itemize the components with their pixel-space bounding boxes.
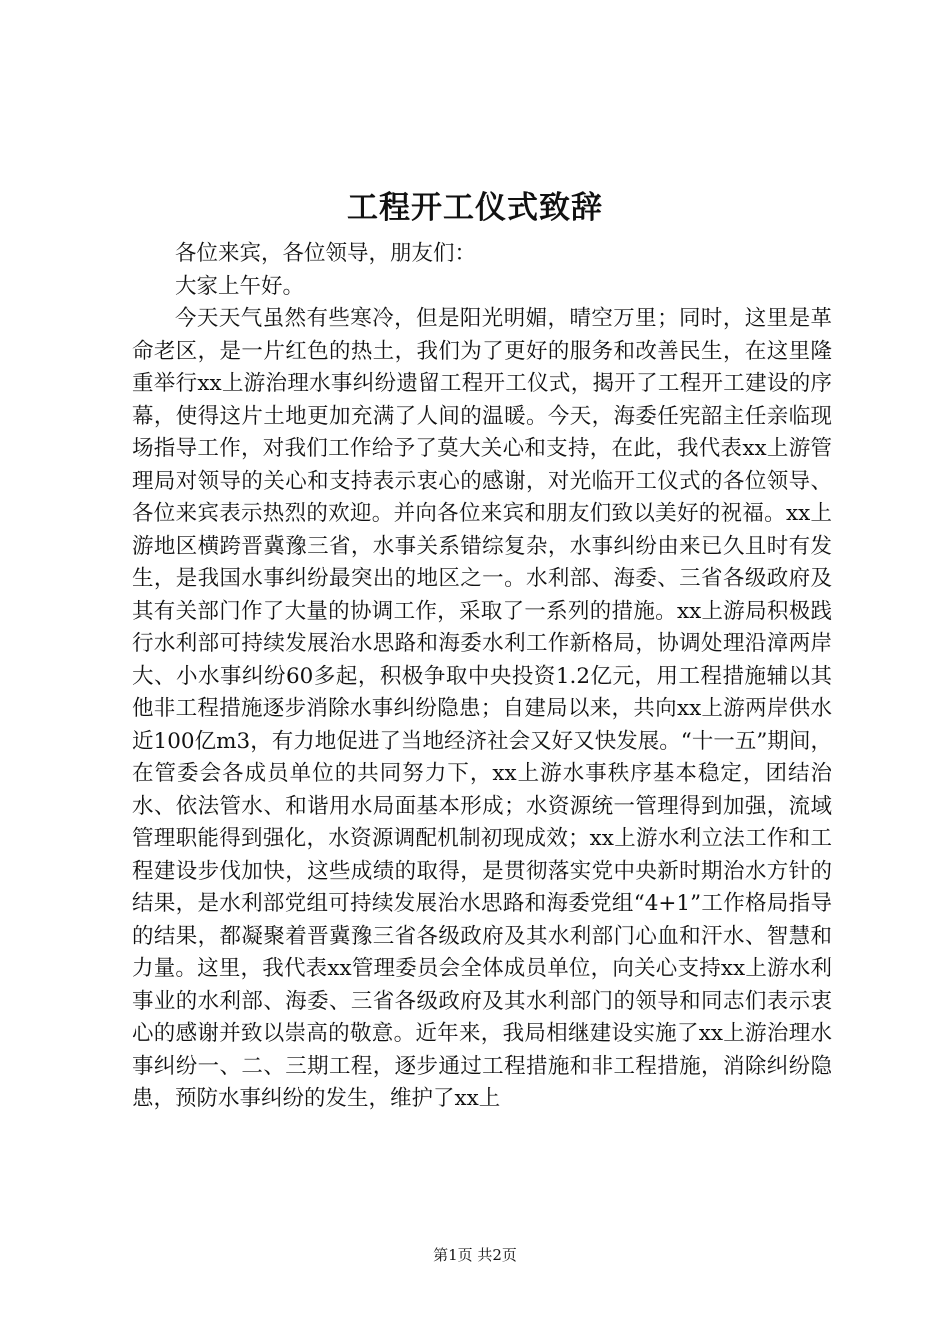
page-footer xyxy=(0,1245,950,1265)
page-number-label: 第1页 共2页 xyxy=(433,1246,517,1264)
document-title: 工程开工仪式致辞 xyxy=(347,190,603,226)
document-body xyxy=(132,238,832,1116)
paragraph-greeting: 大家上午好。 xyxy=(175,273,305,299)
paragraph-main: 今天天气虽然有些寒冷，但是阳光明媚，晴空万里；同时，这里是革命老区，是一片红色的热土，我们为了更好的服务和改善民生，在这里隆重举行xx上游治理水事纠纷遗留工程开工仪式，揭开了工程开工建设的序幕，使得这片土地更加充满了人间的温暖。今天，海委任宪韶主任亲临现场指导工作，对我们工作给予了莫大关心和支持，在此，我代表xx上游管理局对领导的关心和支持表示衷心的感谢，对光临开工仪式的各位领导、各位来宾表示热烈的欢迎。并向各位来宾和朋友们致以美好的祝福。xx上游地区横跨晋冀豫三省，水事关系错综复杂，水事纠纷由来已久且时有发生，是我国水事纠纷最突出的地区之一。水利部、海委、三省各级政府及其有关部门作了大量的协调工作，采取了一系列的措施。xx上游局积极践行水利部可持续发展治水思路和海委水利工作新格局，协调处理沿漳两岸大、小水事纠纷60多起，积极争取中央投资1.2亿元，用工程措施辅以其他非工程措施逐步消除水事纠纷隐患；自建局以来，共向xx上游两岸供水近100亿m3，有力地促进了当地经济社会又好又快发展。“十一五”期间，在管委会各成员单位的共同努力下，xx上游水事秩序基本稳定，团结治水、依法管水、和谐用水局面基本形成；水资源统一管理得到加强，流域管理职能得到强化，水资源调配机制初现成效；xx上游水利立法工作和工程建设步伐加快，这些成绩的取得，是贯彻落实党中央新时期治水方针的结果，是水利部党组可持续发展治水思路和海委党组“4+1”工作格局指导的结果，都凝聚着晋冀豫三省各级政府及其水利部门心血和汗水、智慧和力量。这里，我代表xx管理委员会全体成员单位，向关心支持xx上游水利事业的水利部、海委、三省各级政府及其水利部门的领导和同志们表示衷心的感谢并致以崇高的敬意。近年来，我局相继建设实施了xx上游治理水事纠纷一、二、三期工程，逐步通过工程措施和非工程措施，消除纠纷隐患，预防水事纠纷的发生，维护了xx上 xyxy=(132,306,832,1111)
paragraph-salutation: 各位来宾，各位领导，朋友们： xyxy=(175,241,477,266)
